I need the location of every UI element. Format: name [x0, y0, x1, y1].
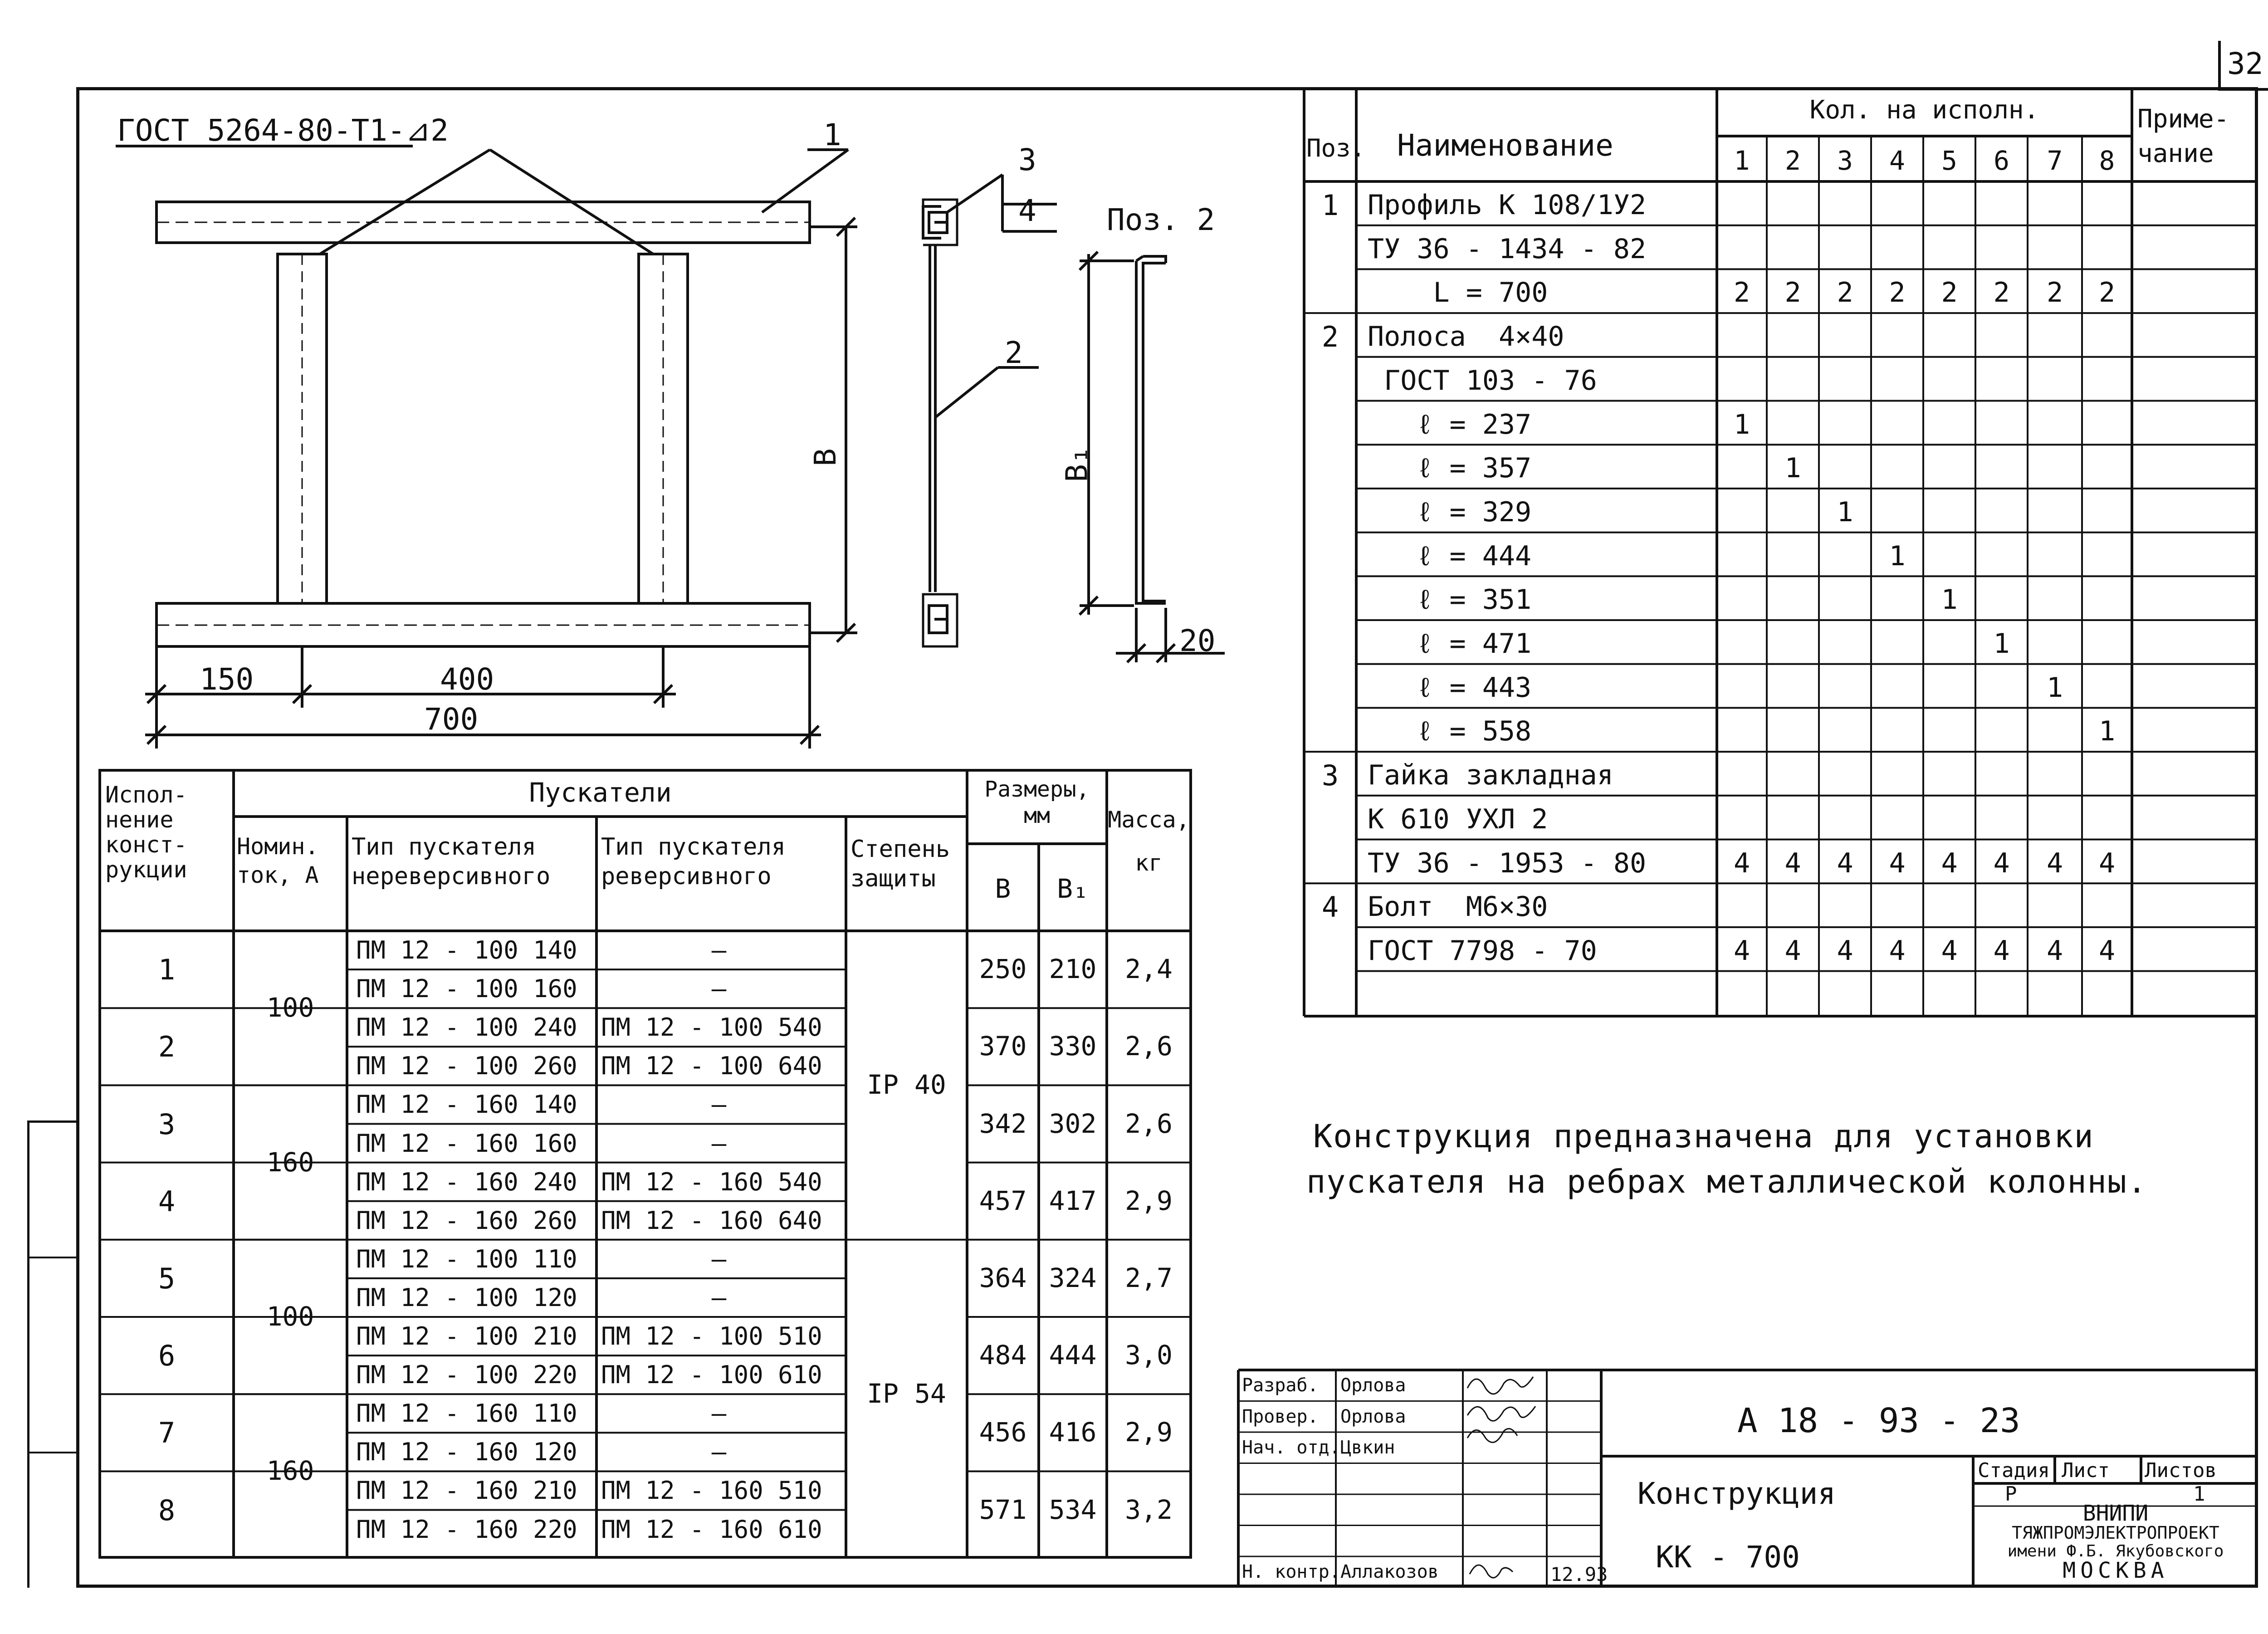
cell-b: 456: [979, 1417, 1027, 1448]
sheet-number: 32: [2227, 46, 2263, 81]
cell-nerev: ПМ 12 - 160 120: [356, 1438, 577, 1467]
dim-700: 700: [424, 702, 479, 737]
note-line-2: пускателя на ребрах металлической колонны.: [1306, 1163, 2148, 1200]
tb-org-4: МОСКВА: [2063, 1558, 2169, 1583]
cell-nerev: ПМ 12 - 100 140: [356, 936, 577, 964]
spec-cell-name: ТУ 36 - 1434 - 82: [1368, 233, 1647, 265]
tb-role: Разраб.: [1242, 1375, 1319, 1396]
spec-cell-qty: 4: [1993, 847, 2010, 879]
spec-cell-qty: 1: [1733, 408, 1750, 440]
spec-cell-name: ℓ = 357: [1368, 452, 1532, 484]
tb-doc-code: А 18 - 93 - 23: [1737, 1401, 2020, 1440]
cell-nomin: 160: [266, 1455, 314, 1487]
cell-nerev: ПМ 12 - 160 110: [356, 1399, 577, 1428]
spec-cell-qty: 2: [1784, 277, 1801, 309]
tb-title-1: Конструкция: [1637, 1476, 1836, 1511]
cell-rev: —: [711, 1438, 727, 1467]
cell-rev: ПМ 12 - 100 510: [601, 1322, 822, 1350]
spec-cell-qty: 1: [1941, 584, 1958, 616]
spec-cell-qty: 4: [2098, 847, 2116, 879]
spec-cell-qty: 4: [1784, 847, 1801, 879]
spec-cell-qty: 2: [1941, 277, 1958, 309]
spec-th-col: 7: [2047, 145, 2063, 176]
cell-rev: ПМ 12 - 100 610: [601, 1360, 822, 1389]
cell-rev: —: [711, 1129, 727, 1158]
spec-cell-qty: 4: [2046, 847, 2063, 879]
cell-mass: 2,9: [1125, 1417, 1173, 1448]
spec-cell-qty: 4: [1941, 934, 1958, 967]
tb-role: Провер.: [1242, 1406, 1319, 1427]
cell-b1: 210: [1049, 954, 1097, 985]
dim-20: 20: [1179, 623, 1216, 658]
cell-nerev: ПМ 12 - 100 220: [356, 1360, 577, 1389]
cell-nerev: ПМ 12 - 100 160: [356, 974, 577, 1003]
cell-b: 370: [979, 1031, 1027, 1062]
cell-nerev: ПМ 12 - 160 220: [356, 1515, 577, 1544]
cell-isp: 2: [158, 1030, 176, 1064]
spec-cell-qty: 2: [2098, 277, 2116, 309]
cell-nerev: ПМ 12 - 100 260: [356, 1052, 577, 1081]
cell-isp: 7: [158, 1416, 176, 1450]
spec-th-col: 2: [1785, 145, 1801, 176]
spec-cell-poz: 2: [1321, 320, 1339, 354]
cell-nerev: ПМ 12 - 160 160: [356, 1129, 577, 1158]
th-isp: Испол- нение конст- рукции: [105, 782, 187, 883]
spec-th-poz: Поз.: [1306, 134, 1366, 162]
spec-cell-qty: 4: [1837, 847, 1853, 879]
spec-cell-name: ℓ = 351: [1368, 584, 1532, 616]
spec-cell-name: ГОСТ 7798 - 70: [1368, 934, 1597, 967]
cell-rev: —: [711, 1283, 727, 1312]
spec-th-name: Наименование: [1397, 128, 1613, 163]
cell-nerev: ПМ 12 - 160 210: [356, 1476, 577, 1505]
spec-cell-poz: 3: [1321, 759, 1339, 793]
tb-stadia-label: Стадия: [1978, 1459, 2050, 1482]
tb-name: Аллакозов: [1340, 1561, 1439, 1582]
tb-role: Н. контр.: [1242, 1561, 1340, 1582]
cell-isp: 6: [158, 1339, 176, 1373]
spec-cell-qty: 4: [2046, 934, 2063, 967]
gost-weld-label: ГОСТ 5264-80-Т1-⊿2: [117, 113, 449, 148]
spec-cell-name: Болт М6×30: [1368, 891, 1548, 923]
cell-nomin: 100: [266, 992, 314, 1023]
spec-cell-name: К 610 УХЛ 2: [1368, 803, 1548, 835]
tb-name: Орлова: [1340, 1375, 1406, 1396]
spec-cell-qty: 1: [2046, 671, 2063, 704]
cell-nerev: ПМ 12 - 160 240: [356, 1167, 577, 1196]
spec-th-kol: Кол. на исполн.: [1809, 95, 2039, 125]
spec-cell-qty: 1: [1784, 452, 1801, 484]
cell-b: 250: [979, 954, 1027, 985]
cell-isp: 1: [158, 953, 176, 987]
cell-mass: 2,7: [1125, 1262, 1173, 1293]
tb-org-1: ВНИПИ: [2082, 1501, 2149, 1526]
spec-th-col: 6: [1994, 145, 2009, 176]
cell-b: 364: [979, 1262, 1027, 1293]
cell-b: 571: [979, 1494, 1027, 1525]
cell-mass: 2,9: [1125, 1185, 1173, 1216]
spec-cell-qty: 4: [1941, 847, 1958, 879]
spec-cell-name: ГОСТ 103 - 76: [1368, 364, 1597, 396]
th-rev: Тип пускателя реверсивного: [601, 833, 786, 890]
spec-cell-qty: 4: [1733, 847, 1750, 879]
spec-cell-qty: 1: [1889, 540, 1906, 572]
cell-nomin: 100: [266, 1301, 314, 1332]
cell-nerev: ПМ 12 - 100 210: [356, 1322, 577, 1350]
spec-cell-qty: 4: [1733, 934, 1750, 967]
spec-cell-poz: 1: [1321, 189, 1339, 222]
spec-cell-name: ТУ 36 - 1953 - 80: [1368, 847, 1647, 879]
callout-2: 2: [1005, 335, 1023, 370]
spec-cell-name: Полоса 4×40: [1368, 321, 1564, 353]
cell-isp: 8: [158, 1493, 176, 1527]
tb-role: Нач. отд.: [1242, 1437, 1340, 1458]
spec-cell-qty: 4: [1993, 934, 2010, 967]
cell-rev: —: [711, 1090, 727, 1119]
th-nerev: Тип пускателя нереверсивного: [352, 833, 551, 890]
spec-cell-name: Гайка закладная: [1368, 759, 1613, 792]
spec-th-prim: Приме- чание: [2137, 104, 2229, 168]
cell-rev: ПМ 12 - 100 640: [601, 1052, 822, 1081]
th-massa: Масса, кг: [1108, 807, 1190, 876]
callout-4: 4: [1018, 193, 1036, 228]
spec-cell-qty: 1: [1993, 628, 2010, 660]
cell-nerev: ПМ 12 - 100 110: [356, 1244, 577, 1273]
cell-rev: —: [711, 974, 727, 1003]
cell-mass: 2,4: [1125, 954, 1173, 985]
spec-th-col: 3: [1837, 145, 1853, 176]
spec-th-col: 8: [2099, 145, 2115, 176]
th-b1: В₁: [1057, 873, 1089, 904]
spec-cell-name: ℓ = 444: [1368, 540, 1532, 572]
tb-stadia: Р: [2005, 1482, 2017, 1506]
th-nomin: Номин. ток, А: [237, 833, 319, 888]
dim-150: 150: [200, 662, 254, 697]
spec-cell-name: ℓ = 558: [1368, 715, 1532, 748]
cell-isp: 3: [158, 1107, 176, 1141]
spec-cell-qty: 4: [1889, 934, 1906, 967]
cell-stepen: IP 54: [867, 1378, 946, 1409]
cell-b1: 330: [1049, 1031, 1097, 1062]
callout-3: 3: [1018, 142, 1036, 177]
cell-b1: 444: [1049, 1340, 1097, 1371]
cell-rev: ПМ 12 - 160 540: [601, 1167, 822, 1196]
spec-cell-name: ℓ = 471: [1368, 628, 1532, 660]
cell-isp: 5: [158, 1262, 176, 1295]
th-puskateli: Пускатели: [529, 777, 672, 808]
tb-title-2: КК - 700: [1656, 1540, 1800, 1575]
callout-1: 1: [823, 117, 841, 152]
th-stepen: Степень защиты: [850, 836, 950, 892]
spec-cell-qty: 1: [2098, 715, 2116, 748]
spec-cell-qty: 1: [1837, 496, 1853, 528]
cell-nerev: ПМ 12 - 100 120: [356, 1283, 577, 1312]
spec-cell-qty: 2: [1993, 277, 2010, 309]
cell-rev: —: [711, 936, 727, 964]
spec-th-col: 4: [1889, 145, 1905, 176]
tb-org-3: имени Ф.Б. Якубовского: [2007, 1542, 2224, 1561]
note-line-1: Конструкция предназначена для установки: [1313, 1118, 2094, 1155]
dim-b: В: [807, 448, 843, 466]
spec-cell-qty: 2: [1733, 277, 1750, 309]
cell-rev: —: [711, 1244, 727, 1273]
cell-nerev: ПМ 12 - 160 140: [356, 1090, 577, 1119]
cell-rev: ПМ 12 - 160 640: [601, 1206, 822, 1235]
spec-cell-qty: 4: [2098, 934, 2116, 967]
th-b: В: [995, 873, 1011, 904]
tb-listov-label: Листов: [2145, 1459, 2217, 1482]
spec-cell-poz: 4: [1321, 890, 1339, 924]
cell-mass: 3,2: [1125, 1494, 1173, 1525]
spec-cell-qty: 2: [2046, 277, 2063, 309]
spec-th-col: 1: [1734, 145, 1750, 176]
spec-cell-qty: 2: [1837, 277, 1853, 309]
tb-org-2: ТЯЖПРОМЭЛЕКТРОПРОЕКТ: [2012, 1523, 2219, 1543]
tb-list-label: Лист: [2062, 1459, 2110, 1482]
cell-rev: ПМ 12 - 100 540: [601, 1013, 822, 1042]
cell-b1: 417: [1049, 1185, 1097, 1216]
cell-b1: 534: [1049, 1494, 1097, 1525]
spec-cell-qty: 2: [1889, 277, 1906, 309]
spec-cell-name: ℓ = 237: [1368, 408, 1532, 440]
th-razmery: Размеры, мм: [984, 777, 1090, 828]
cell-rev: —: [711, 1399, 727, 1428]
spec-cell-name: ℓ = 443: [1368, 671, 1532, 704]
spec-cell-name: Профиль К 108/1У2: [1368, 189, 1647, 221]
tb-date: 12.93: [1550, 1563, 1608, 1585]
cell-stepen: IP 40: [867, 1069, 946, 1101]
pos2-label: Поз. 2: [1107, 202, 1215, 237]
cell-b: 457: [979, 1185, 1027, 1216]
cell-rev: ПМ 12 - 160 510: [601, 1476, 822, 1505]
cell-b: 342: [979, 1108, 1027, 1139]
cell-b1: 302: [1049, 1108, 1097, 1139]
spec-cell-qty: 4: [1889, 847, 1906, 879]
spec-cell-qty: 4: [1837, 934, 1853, 967]
cell-nerev: ПМ 12 - 160 260: [356, 1206, 577, 1235]
cell-b: 484: [979, 1340, 1027, 1371]
cell-b1: 324: [1049, 1262, 1097, 1293]
cell-rev: ПМ 12 - 160 610: [601, 1515, 822, 1544]
tb-name: Цвкин: [1340, 1437, 1395, 1458]
cell-nomin: 160: [266, 1146, 314, 1178]
spec-th-col: 5: [1941, 145, 1957, 176]
spec-cell-qty: 4: [1784, 934, 1801, 967]
spec-cell-name: L = 700: [1368, 277, 1548, 309]
tb-name: Орлова: [1340, 1406, 1406, 1427]
spec-cell-name: ℓ = 329: [1368, 496, 1532, 528]
dim-400: 400: [440, 662, 494, 697]
tb-listov: 1: [2193, 1482, 2205, 1506]
cell-b1: 416: [1049, 1417, 1097, 1448]
cell-mass: 2,6: [1125, 1108, 1173, 1139]
cell-mass: 3,0: [1125, 1340, 1173, 1371]
dim-b1: В₁: [1059, 446, 1095, 482]
cell-nerev: ПМ 12 - 100 240: [356, 1013, 577, 1042]
cell-isp: 4: [158, 1184, 176, 1218]
cell-mass: 2,6: [1125, 1031, 1173, 1062]
